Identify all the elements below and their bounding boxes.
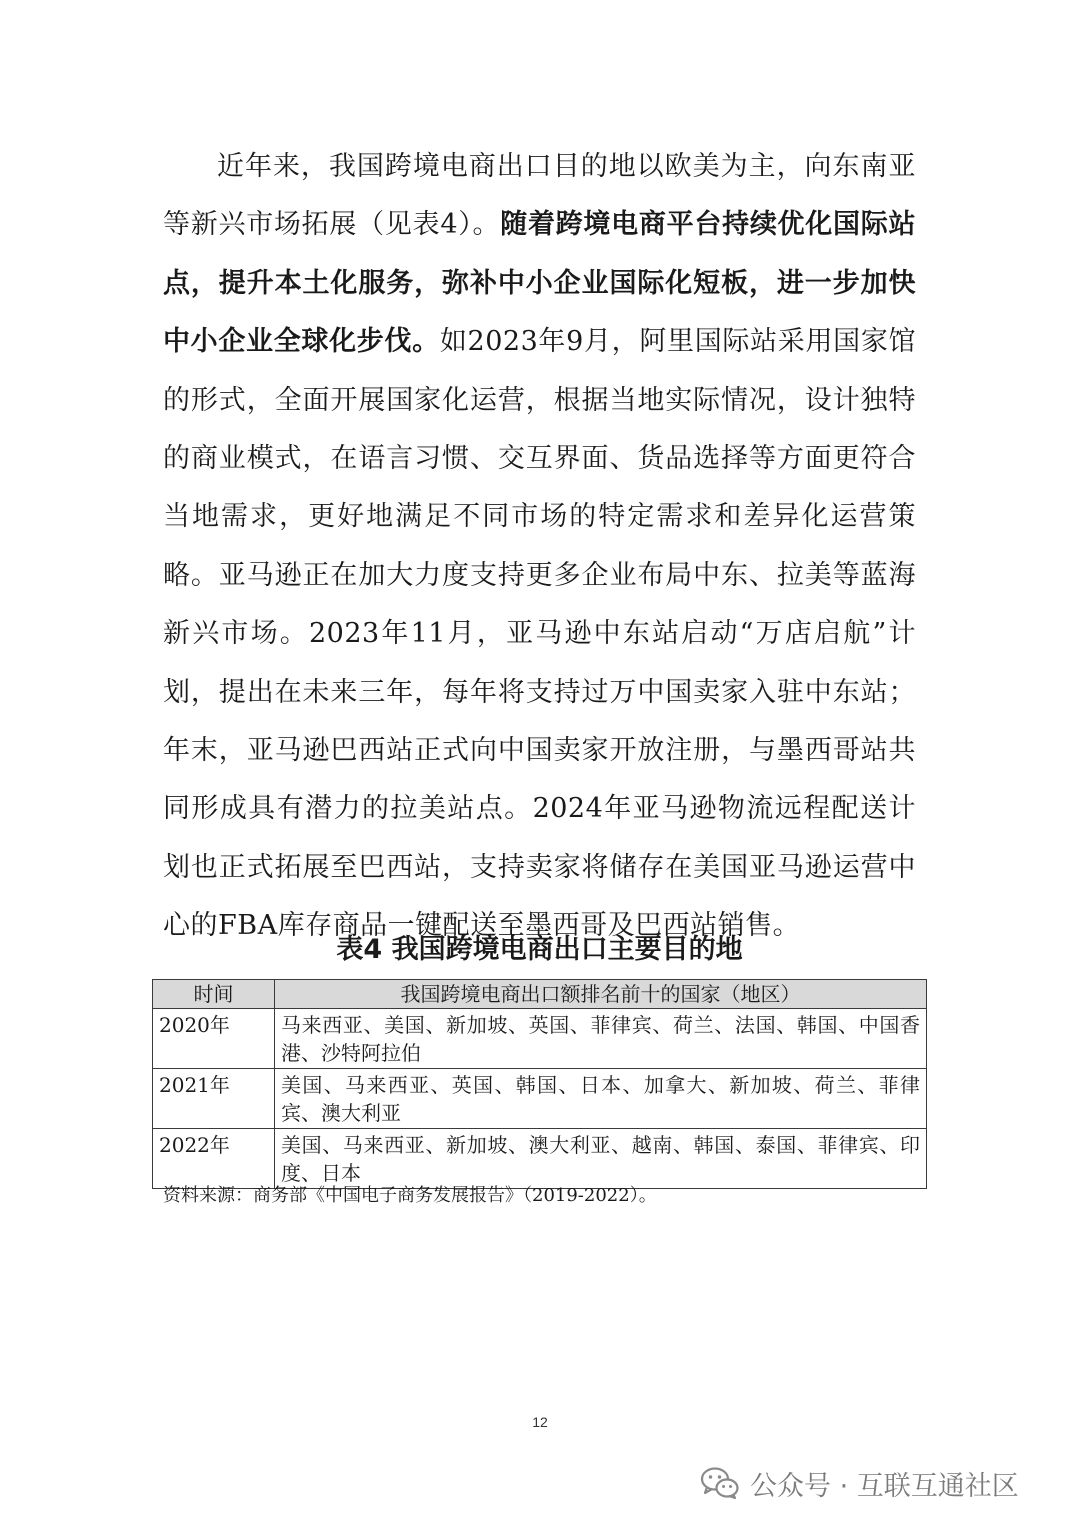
- destinations-table: [152, 979, 927, 1189]
- table-row: [153, 1069, 927, 1129]
- wechat-icon: [700, 1466, 740, 1500]
- row-countries: 马来西亚、美国、新加坡、英国、菲律宾、荷兰、法国、韩国、中国香港、沙特阿拉伯: [275, 1009, 927, 1069]
- table-source-note: 资料来源：商务部《中国电子商务发展报告》（2019-2022）。: [163, 1185, 657, 1206]
- table-row: [153, 1009, 927, 1069]
- paragraph-intro: 近年来，我国跨境电商出口目的地以欧美为主，向东南亚等新兴市场拓展（见表4）。: [163, 151, 916, 241]
- header-time: 时间: [153, 980, 275, 1009]
- row-countries: 美国、马来西亚、新加坡、澳大利亚、越南、韩国、泰国、菲律宾、印度、日本: [275, 1129, 927, 1189]
- table-row: [153, 1129, 927, 1189]
- row-year: 2022年: [153, 1129, 275, 1189]
- body-paragraph: [163, 138, 916, 956]
- row-year: 2020年: [153, 1009, 275, 1069]
- row-year: 2021年: [153, 1069, 275, 1129]
- watermark-text: 公众号 · 互联互通社区: [750, 1470, 1019, 1502]
- wechat-watermark: [700, 1460, 1019, 1506]
- paragraph-bold-statement: 随着跨境电商平台持续优化国际站点，提升本土化服务，弥补中小企业国际化短板，进一步加快中小企业全球化步伐。: [163, 209, 916, 358]
- page-number: 12: [532, 1414, 548, 1430]
- table-header-row: [153, 980, 927, 1009]
- row-countries: 美国、马来西亚、英国、韩国、日本、加拿大、新加坡、荷兰、菲律宾、澳大利亚: [275, 1069, 927, 1129]
- paragraph-examples: 如2023年9月，阿里国际站采用国家馆的形式，全面开展国家化运营，根据当地实际情况，设计独特的商业模式，在语言习惯、交互界面、货品选择等方面更符合当地需求，更好地满足不同市场的特定需求和差异化运营策略。亚马逊正在加大力度支持更多企业布局中东、拉美等蓝海新兴市场。2023年11月，亚马逊中东站启动“万店启航”计划，提出在未来三年，每年将支持过万中国卖家入驻中东站；年末，亚马逊巴西站正式向中国卖家开放注册，与墨西哥站共同形成具有潜力的拉美站点。2024年亚马逊物流远程配送计划也正式拓展至巴西站，支持卖家将储存在美国亚马逊运营中心的FBA库存商品一键配送至墨西哥及巴西站销售。: [163, 326, 916, 942]
- table-title: 表4 我国跨境电商出口主要目的地: [336, 934, 743, 965]
- header-countries: 我国跨境电商出口额排名前十的国家（地区）: [275, 980, 927, 1009]
